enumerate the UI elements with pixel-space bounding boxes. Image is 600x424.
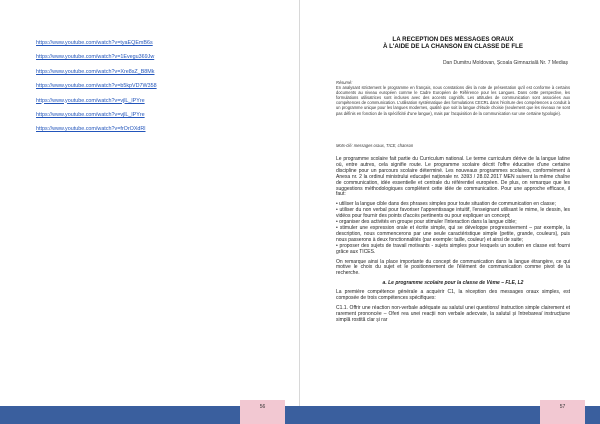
page-number-right: 57 [540,400,585,424]
paragraph-2: On remarque ainsi la place importante du concept de communication dans la langue étrangère, ce qui motive le choix du sujet et le positionnement de l'élément de communication comme pivot de la recherche. [336,258,570,277]
video-link[interactable]: https://www.youtube.com/watch?v=Xre8sZ_B8Mk [36,68,155,75]
bullet-item: • utiliser la langue cible dans des phrases simples pour toute situation de communication en classe; [336,201,556,208]
paragraph-1: Le programme scolaire fait partie du Curriculum national. Le terme curriculum dérive de la langue latine où, entre autres, cela signifie route. Le programme scolaire décrit l'offre éducative d'une certaine discipline pour un parcours scolaire déterminé. Les nouveaux programmes scolaires, conformément à Anexa nr. 2 la ordinul ministrului educației naționale nr. 3393 / 28.02.2017 MEN suivent la même chaîne de communication, idée essentielle et centrale du référentiel européen. De plus, on remarque que les suggestions méthodologiques complètent cette idée de communication. Pour une approche efficace, il faut: [336,156,570,198]
video-link[interactable]: https://www.youtube.com/watch?v=1Evegu369Jw [36,54,155,61]
section-heading: a. Le programme scolaire pour la classe de Vème – FLE, L2 [382,280,524,287]
paragraph-4: C1.1. Offrir une réaction non-verbale adéquate au salutul unei questions/ instruction simple clairement et rarement prononcée – Oferi rea unei reacții non verbale adecvate, la salutul și întrebarea/ instrucțiune simplă rostită clar și rar [336,304,570,323]
article-authors: Dan Dumitru Moldovan, Școala Gimnazială Nr. 7 Mediaș [442,60,568,66]
abstract-label: Résumé: [336,80,353,85]
abstract [336,80,570,116]
video-link[interactable]: https://www.youtube.com/watch?v=vjlL_lPYre [36,97,145,104]
video-link[interactable]: https://www.youtube.com/watch?v=frOrOXdRl [36,126,146,133]
abstract-body: En analysant strictement le programme en français, nous constations dès la note de présentation qu'il est conforme à certains documents au niveau européen comme le Cadre Européen de Référence pour les Langues. Dans cette perspective, les formulations utilisatrices sont incluses avec des accents cognitifs. Les attitudes de communication sont associées aux compétences de communication. L'utilisation systématique des formulations CECRL dans l'écriture des compétences a conduit à un programme unique pour les langues modernes, qualité que soit la langue d'étude choisie (seulement que les niveaux ne sont pas définis en fonction de la spécificité d'une langue), mais par l'acquisition de la communication sur une certaine typologie). [336,85,570,116]
title-line-1: LA RECEPTION DES MESSAGES ORAUX [392,36,514,43]
bullet-item: • stimuler une expression orale et écrite simple, qui se développe progressivement – par exemple, la description, nous commencerons par une seule caractéristique simple (petite, grande, couleurs), puis nous passerons à deux fonctionnalités (par exemple: taille, couleur) et ainsi de suite; [336,224,570,243]
keywords: Mots-clé: messages oraux, TICE, chanson [336,143,414,148]
bullet-item: • utiliser du non verbal pour favoriser l'apprentissage intuitif, l'enseignant utilisant le mime, le dessin, les vidéos pour fournir des points d'accès pertinents ou pour expliquer un concept; [336,207,570,220]
video-link[interactable]: https://www.youtube.com/watch?v=b5kpVD7W358 [36,83,157,90]
bullet-item: • proposer des sujets de travail motivants - sujets simples pour lesquels un soutien en classe est fourni grâce aux TICES. [336,242,570,255]
title-line-2: À L'AIDE DE LA CHANSON EN CLASSE DE FLE [382,43,524,51]
page-number-left: 56 [240,400,285,424]
bullet-item: • organiser des activités en groupe pour stimuler l'interaction dans la langue cible; [336,219,517,226]
video-link[interactable]: https://www.youtube.com/watch?v=vjlL_lPYre [36,111,145,118]
paragraph-3: La première compétence générale a acquérir C1, la réception des messages oraux simples, est composée de trois compétences spécifiques: [336,289,570,302]
page-spine [299,0,300,424]
article-title [336,36,570,51]
video-link[interactable]: https://www.youtube.com/watch?v=tyaEQEmB6s [36,40,153,46]
video-link-list [36,40,286,141]
article-body [336,157,570,328]
